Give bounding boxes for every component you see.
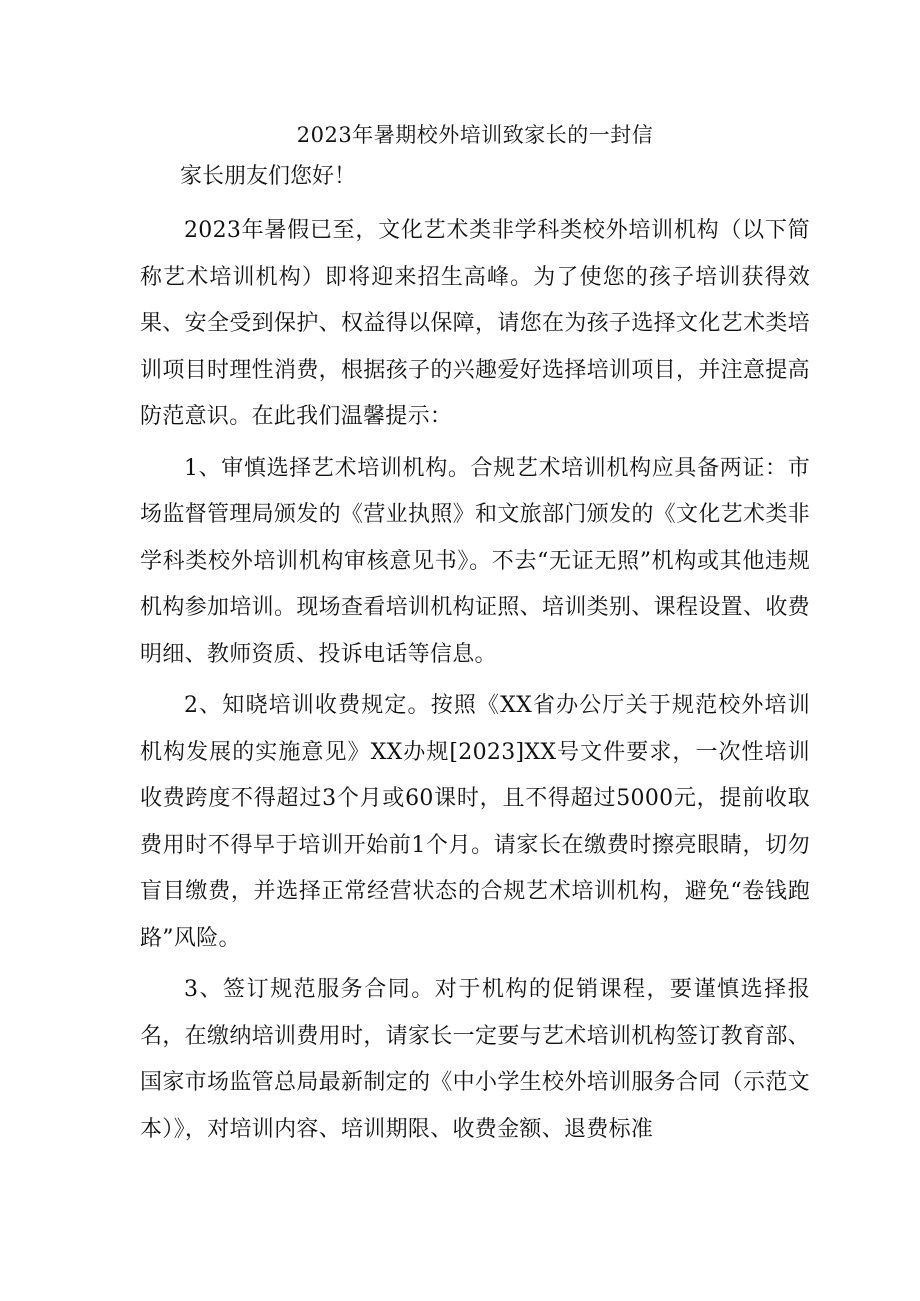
paragraph-tip-3: 3、签订规范服务合同。对于机构的促销课程，要谨慎选择报名，在缴纳培训费用时，请家长一定要与艺术培训机构签订教育部、国家市场监管总局最新制定的《中小学生校外培训服务合同（示范文本）》，对培训内容、培训期限、收费金额、退费标准	[140, 977, 810, 1142]
paragraph-intro: 2023年暑假已至，文化艺术类非学科类校外培训机构（以下简称艺术培训机构）即将迎来招生高峰。为了使您的孩子培训获得效果、安全受到保护、权益得以保障，请您在为孩子选择文化艺术类培训项目时理性消费，根据孩子的兴趣爱好选择培训项目，并注意提高防范意识。在此我们温馨提示：	[140, 218, 810, 429]
paragraph-tip-1: 1、审慎选择艺术培训机构。合规艺术培训机构应具备两证：市场监督管理局颁发的《营业执照》和文旅部门颁发的《文化艺术类非学科类校外培训机构审核意见书》。不去“无证无照”机构或其他违规机构参加培训。现场查看培训机构证照、培训类别、课程设置、收费明细、教师资质、投诉电话等信息。	[140, 455, 810, 667]
paragraph-tip-2: 2、知晓培训收费规定。按照《XX省办公厅关于规范校外培训机构发展的实施意见》XX办规[2023]XX号文件要求，一次性培训收费跨度不得超过3个月或60课时，且不得超过5000元，提前收取费用时不得早于培训开始前1个月。请家长在缴费时擦亮眼睛，切勿盲目缴费，并选择正常经营状态的合规艺术培训机构，避免“卷钱跑路”风险。	[140, 693, 810, 951]
document-title: 2023年暑期校外培训致家长的一封信	[296, 123, 654, 147]
salutation: 家长朋友们您好！	[180, 164, 357, 189]
